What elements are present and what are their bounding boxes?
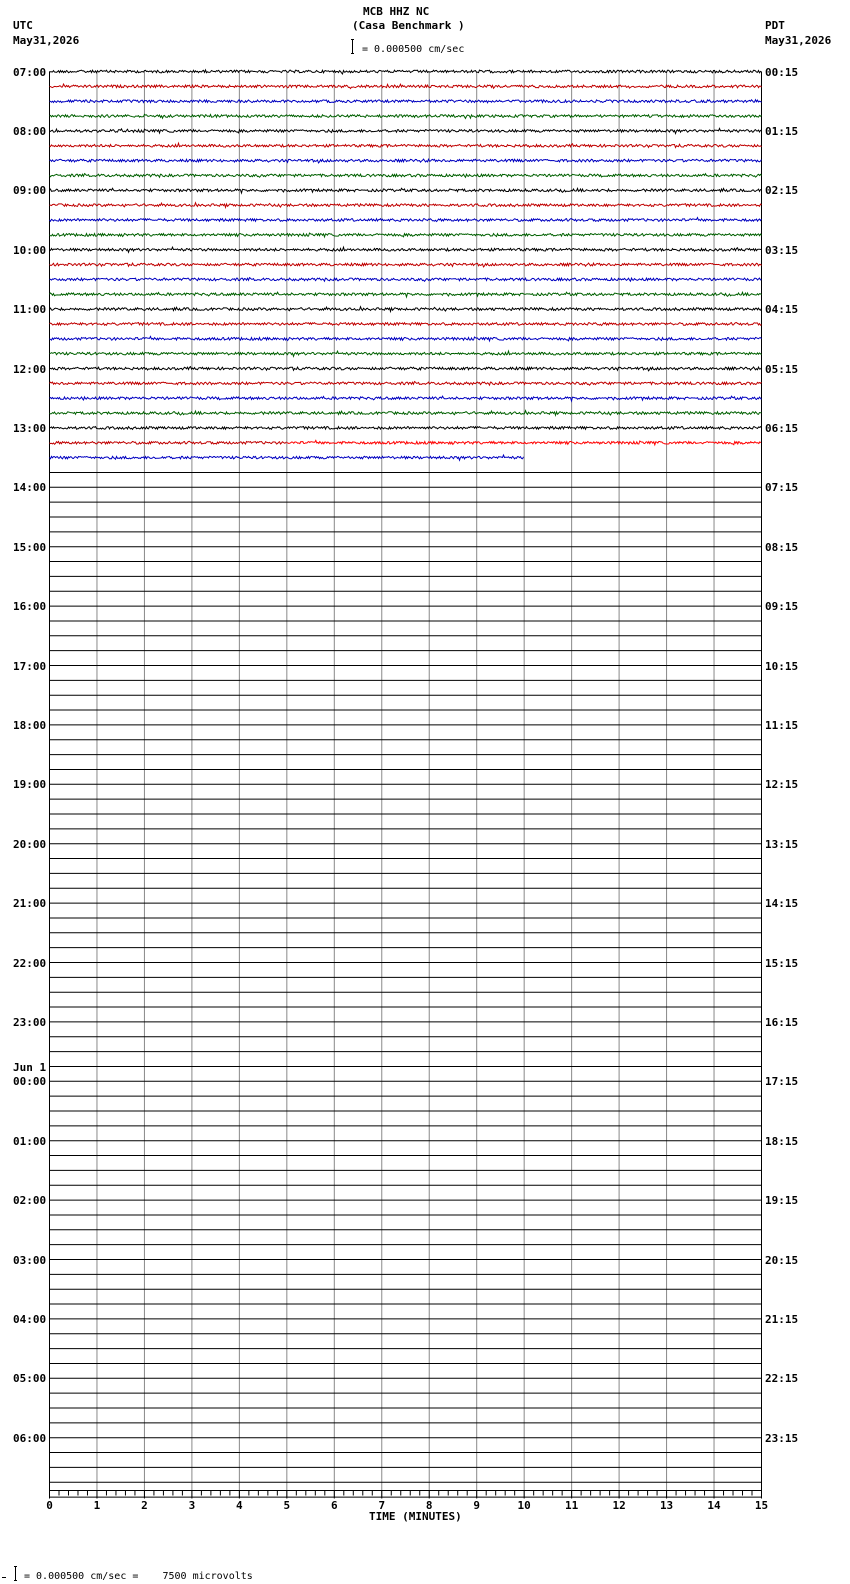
pdt-hour-label: 09:15 [765,600,799,614]
trace-row [50,367,762,371]
utc-hour-label: 02:00 [13,1194,47,1208]
utc-hour-label: 03:00 [13,1253,47,1267]
trace-row [50,218,762,222]
utc-hour-label: 11:00 [13,303,47,317]
pdt-hour-label: 04:15 [765,303,799,317]
pdt-hour-label: 01:15 [765,124,799,138]
trace-row [50,159,762,163]
pdt-hour-label: 16:15 [765,1015,799,1029]
footer-scale-icon [2,1566,16,1581]
utc-hour-label: 00:00 [13,1075,47,1089]
utc-hour-label: 15:00 [13,540,47,554]
trace-row [50,336,762,341]
pdt-hour-label: 05:15 [765,362,799,376]
plot-grid [50,72,762,1498]
x-axis-label: TIME (MINUTES) [369,1510,462,1523]
x-tick-label: 10 [517,1499,531,1512]
pdt-hour-label: 12:15 [765,778,799,792]
pdt-hour-label: 22:15 [765,1372,799,1386]
trace-row [50,411,762,416]
utc-hour-label: 10:00 [13,243,47,257]
footer-scale-label: = 0.000500 cm/sec = 7500 microvolts [24,1571,253,1582]
x-tick-label: 14 [707,1499,721,1512]
pdt-hour-label: 07:15 [765,481,799,495]
utc-hour-label: 07:00 [13,65,47,79]
utc-hour-label: 20:00 [13,837,47,851]
trace-row [50,292,762,297]
trace-row [50,382,762,386]
trace-row [50,143,762,147]
trace-row [50,247,762,252]
utc-hour-label: 23:00 [13,1015,47,1029]
scale-bar-icon [351,39,354,54]
x-tick-label: 9 [473,1499,481,1512]
utc-hour-label: 09:00 [13,184,47,198]
utc-hour-label: 22:00 [13,956,47,970]
pdt-hour-label: 02:15 [765,184,799,198]
trace-row [50,188,762,193]
trace-row [50,427,762,430]
trace-row [50,323,762,326]
x-tick-label: 11 [565,1499,579,1512]
x-tick-label: 1 [93,1499,101,1512]
pdt-hour-label: 10:15 [765,659,799,673]
utc-hour-label: 13:00 [13,421,47,435]
trace-row [50,233,762,237]
trace-row [50,278,762,282]
x-tick-label: 12 [612,1499,626,1512]
x-tick-label: 8 [425,1499,433,1512]
pdt-hour-label: 17:15 [765,1075,799,1089]
trace-row [50,70,762,74]
pdt-hour-label: 13:15 [765,837,799,851]
date-change-label: Jun 1 [13,1061,47,1075]
trace-row [50,441,287,444]
seismic-traces [50,70,762,460]
x-tick-label: 6 [330,1499,338,1512]
x-tick-label: 2 [141,1499,148,1512]
utc-hour-label: 18:00 [13,718,47,732]
utc-hour-label: 06:00 [13,1431,47,1445]
x-tick-label: 3 [188,1499,196,1512]
x-tick-label: 4 [236,1499,243,1512]
pdt-hour-label: 21:15 [765,1312,799,1326]
pdt-hour-label: 08:15 [765,540,799,554]
station-title: MCB HHZ NC [363,5,430,18]
trace-row [50,100,762,103]
pdt-hour-label: 15:15 [765,956,799,970]
pdt-hour-label: 06:15 [765,421,799,435]
pdt-hour-label: 23:15 [765,1431,799,1445]
trace-row [50,307,762,312]
trace-row [50,351,762,356]
pdt-hour-label: 19:15 [765,1194,799,1208]
x-tick-label: 5 [283,1499,291,1512]
utc-hour-label: 19:00 [13,778,47,792]
utc-hour-label: 12:00 [13,362,47,376]
trace-row [50,84,762,88]
pdt-hour-label: 14:15 [765,897,799,911]
pdt-hour-label: 20:15 [765,1253,799,1267]
pdt-hour-label: 18:15 [765,1134,799,1148]
trace-row [50,203,762,208]
pdt-hour-label: 11:15 [765,718,799,732]
x-tick-label: 15 [754,1499,769,1512]
utc-hour-label: 01:00 [13,1134,47,1148]
site-name: (Casa Benchmark ) [352,19,465,32]
utc-hour-label: 14:00 [13,481,47,495]
pdt-hour-label: 00:15 [765,65,799,79]
pdt-hour-label: 03:15 [765,243,799,257]
x-tick-label: 7 [378,1499,386,1512]
x-tick-label: 13 [659,1499,674,1512]
utc-hour-label: 16:00 [13,600,47,614]
right-timezone: PDT [765,19,785,32]
trace-row [50,396,762,401]
right-date: May31,2026 [765,34,832,47]
utc-hour-label: 05:00 [13,1372,47,1386]
left-timezone: UTC [13,19,33,32]
utc-hour-label: 17:00 [13,659,47,673]
trace-row [50,174,762,178]
utc-hour-label: 21:00 [13,897,47,911]
utc-hour-label: 04:00 [13,1312,47,1326]
left-date: May31,2026 [13,34,80,47]
trace-row [50,114,762,118]
utc-hour-label: 08:00 [13,124,47,138]
trace-row [50,263,762,267]
trace-row [50,128,762,133]
scale-label: = 0.000500 cm/sec [362,44,465,55]
time-axis [46,1491,768,1513]
x-tick-label: 0 [46,1499,53,1512]
